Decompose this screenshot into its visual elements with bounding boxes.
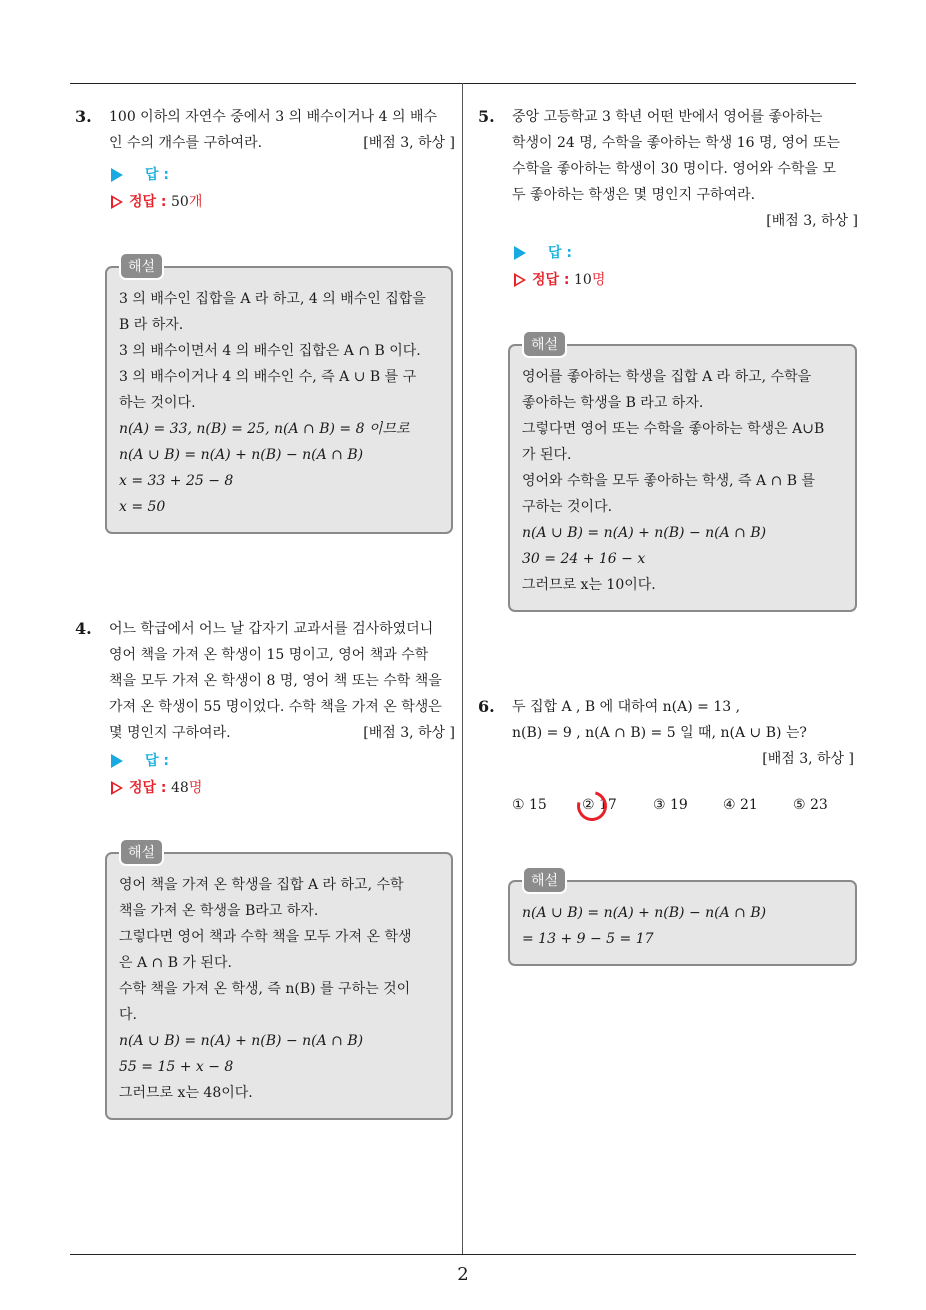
explanation-line: n(A) = 33, n(B) = 25, n(A ∩ B) = 8 이므로 <box>119 421 410 437</box>
question-number: 3. <box>75 107 92 126</box>
choice-4[interactable]: ④ 21 <box>723 797 758 813</box>
explanation-box <box>105 845 453 1120</box>
correct-unit: 명 <box>188 780 203 796</box>
correct-unit: 개 <box>188 194 203 210</box>
question-5 <box>478 104 858 234</box>
explanation-line: 3 의 배수이면서 4 의 배수인 집합은 A ∩ B 이다. <box>119 343 421 359</box>
explanation-line: B 라 하자. <box>119 317 184 333</box>
explanation-line: 가 된다. <box>522 447 572 463</box>
answer-row <box>111 750 169 770</box>
points-label: [배점 3, 하상 ] <box>363 725 455 741</box>
explanation-line: 책을 가져 온 학생을 B라고 하자. <box>119 903 319 919</box>
explanation-line: n(A ∪ B) = n(A) + n(B) − n(A ∩ B) <box>119 447 364 463</box>
correct-answer-row <box>111 777 202 797</box>
explanation-line: x = 50 <box>119 499 166 515</box>
explanation-tag: 해설 <box>522 866 567 894</box>
play-icon <box>111 168 123 182</box>
answer-label: 답 : <box>145 167 169 183</box>
correct-label: 정답 : <box>532 272 570 288</box>
question-line: 학생이 24 명, 수학을 좋아하는 학생 16 명, 영어 또는 <box>512 135 841 151</box>
explanation-line: 3 의 배수이거나 4 의 배수인 수, 즉 A ∪ B 를 구 <box>119 369 417 385</box>
explanation-line: 그렇다면 영어 책과 수학 책을 모두 가져 온 학생 <box>119 929 412 945</box>
explanation-text <box>522 900 843 952</box>
question-text <box>109 616 455 746</box>
question-line: 인 수의 개수를 구하여라. <box>109 135 263 151</box>
question-text <box>109 104 455 156</box>
question-line: 책을 모두 가져 온 학생이 8 명, 영어 책 또는 수학 책을 <box>109 673 442 689</box>
explanation-line: = 13 + 9 − 5 = 17 <box>522 931 654 947</box>
explanation-line: 좋아하는 학생을 B 라고 하자. <box>522 395 704 411</box>
explanation-line: x = 33 + 25 − 8 <box>119 473 234 489</box>
choice-2-label: ② 17 <box>582 797 617 813</box>
answer-row <box>111 164 169 184</box>
explanation-text <box>119 286 439 520</box>
explanation-line: 구하는 것이다. <box>522 499 613 515</box>
explanation-line: 하는 것이다. <box>119 395 196 411</box>
outline-triangle-icon <box>514 273 526 287</box>
points-label: [배점 3, 하상 ] <box>766 213 858 229</box>
explanation-line: 영어를 좋아하는 학생을 집합 A 라 하고, 수학을 <box>522 369 812 385</box>
answer-label: 답 : <box>145 753 169 769</box>
question-number: 6. <box>478 697 495 716</box>
explanation-line: 은 A ∩ B 가 된다. <box>119 955 232 971</box>
play-icon <box>514 246 526 260</box>
answer-label: 답 : <box>548 245 572 261</box>
outline-triangle-icon <box>111 195 123 209</box>
explanation-line: 수학 책을 가져 온 학생, 즉 n(B) 를 구하는 것이 <box>119 981 411 997</box>
top-rule <box>70 83 856 84</box>
explanation-text <box>119 872 439 1106</box>
explanation-box <box>105 259 453 534</box>
selected-circle-mark <box>572 786 613 827</box>
bottom-rule <box>70 1254 856 1255</box>
question-3 <box>75 104 455 156</box>
explanation-tag: 해설 <box>119 838 164 866</box>
explanation-line: 영어와 수학을 모두 좋아하는 학생, 즉 A ∩ B 를 <box>522 473 816 489</box>
explanation-line: 영어 책을 가져 온 학생을 집합 A 라 하고, 수학 <box>119 877 404 893</box>
question-6 <box>478 694 854 772</box>
explanation-line: n(A ∪ B) = n(A) + n(B) − n(A ∩ B) <box>522 905 767 921</box>
play-icon <box>111 754 123 768</box>
explanation-text <box>522 364 843 598</box>
question-line: 두 좋아하는 학생은 몇 명인지 구하여라. <box>512 187 756 203</box>
choice-1[interactable]: ① 15 <box>512 797 547 813</box>
correct-label: 정답 : <box>129 780 167 796</box>
column-divider <box>462 83 463 1254</box>
question-line: 영어 책을 가져 온 학생이 15 명이고, 영어 책과 수학 <box>109 647 429 663</box>
correct-unit: 명 <box>591 272 606 288</box>
explanation-box <box>508 873 857 966</box>
question-line: n(B) = 9 , n(A ∩ B) = 5 일 때, n(A ∪ B) 는? <box>512 725 807 741</box>
question-number: 4. <box>75 619 92 638</box>
points-label: [배점 3, 하상 ] <box>363 135 455 151</box>
correct-label: 정답 : <box>129 194 167 210</box>
question-4 <box>75 616 455 746</box>
explanation-line: 그러므로 x는 10이다. <box>522 577 656 593</box>
choice-2[interactable] <box>582 797 617 813</box>
question-line: 수학을 좋아하는 학생이 30 명이다. 영어와 수학을 모 <box>512 161 836 177</box>
outline-triangle-icon <box>111 781 123 795</box>
question-number: 5. <box>478 107 495 126</box>
explanation-line: 55 = 15 + x − 8 <box>119 1059 234 1075</box>
explanation-tag: 해설 <box>522 330 567 358</box>
question-line: 어느 학급에서 어느 날 갑자기 교과서를 검사하였더니 <box>109 621 434 637</box>
explanation-box <box>508 337 857 612</box>
choice-5[interactable]: ⑤ 23 <box>793 797 828 813</box>
question-text <box>512 694 854 772</box>
question-line: 가져 온 학생이 55 명이었다. 수학 책을 가져 온 학생은 <box>109 699 442 715</box>
explanation-line: 그렇다면 영어 또는 수학을 좋아하는 학생은 A∪B <box>522 421 825 437</box>
question-line: 몇 명인지 구하여라. <box>109 725 231 741</box>
answer-row <box>514 242 572 262</box>
explanation-line: 3 의 배수인 집합을 A 라 하고, 4 의 배수인 집합을 <box>119 291 426 307</box>
question-line: 두 집합 A , B 에 대하여 n(A) = 13 , <box>512 699 741 715</box>
correct-value: 50 <box>170 194 189 210</box>
explanation-line: n(A ∪ B) = n(A) + n(B) − n(A ∩ B) <box>119 1033 364 1049</box>
explanation-tag: 해설 <box>119 252 164 280</box>
points-label: [배점 3, 하상 ] <box>762 751 854 767</box>
correct-value: 48 <box>170 780 189 796</box>
correct-answer-row <box>111 191 202 211</box>
explanation-line: 그러므로 x는 48이다. <box>119 1085 253 1101</box>
explanation-line: n(A ∪ B) = n(A) + n(B) − n(A ∩ B) <box>522 525 767 541</box>
explanation-line: 30 = 24 + 16 − x <box>522 551 646 567</box>
page-number: 2 <box>457 1264 469 1285</box>
question-line: 100 이하의 자연수 중에서 3 의 배수이거나 4 의 배수 <box>109 109 438 125</box>
choice-3[interactable]: ③ 19 <box>653 797 688 813</box>
question-text <box>512 104 858 234</box>
correct-answer-row <box>514 269 605 289</box>
correct-value: 10 <box>573 272 592 288</box>
question-line: 중앙 고등학교 3 학년 어떤 반에서 영어를 좋아하는 <box>512 109 823 125</box>
explanation-line: 다. <box>119 1007 137 1023</box>
